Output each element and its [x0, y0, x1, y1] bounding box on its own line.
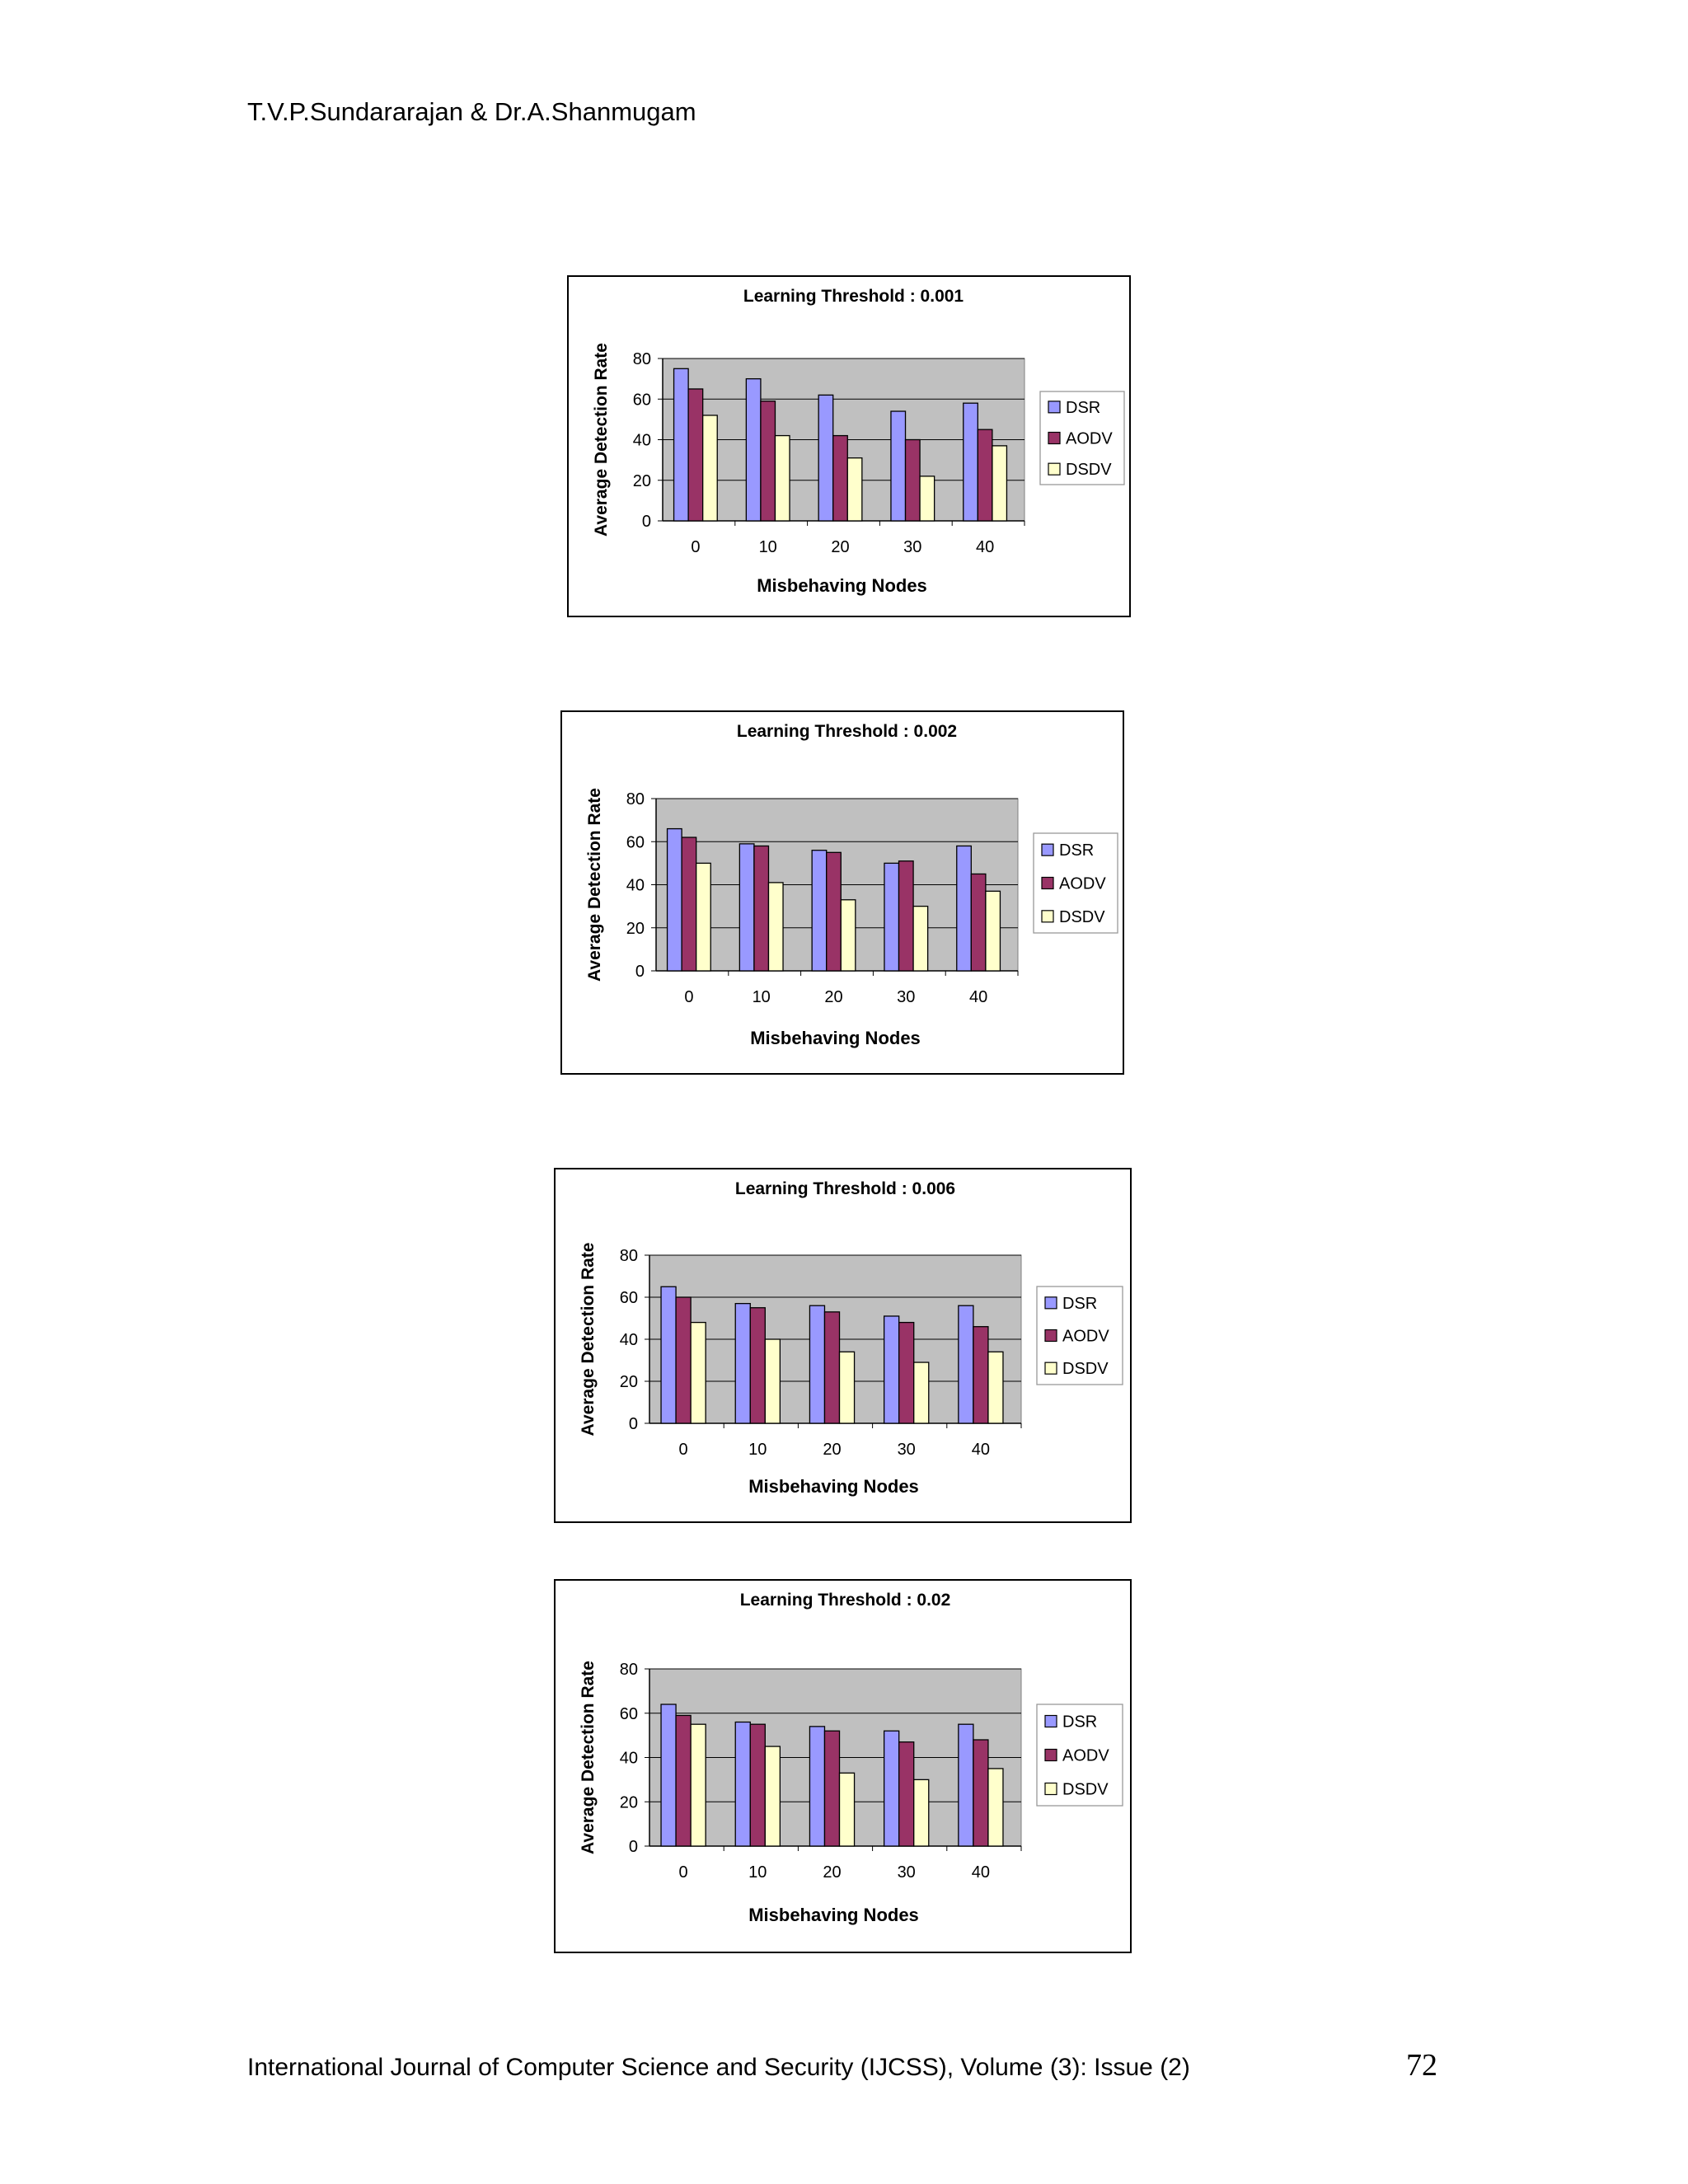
- bar-dsr: [959, 1305, 973, 1423]
- chart-threshold-002: [554, 1579, 1132, 1953]
- chart-title: Learning Threshold : 0.02: [739, 1591, 951, 1610]
- bar-dsr: [959, 1724, 973, 1846]
- bar-dsr: [746, 379, 761, 521]
- legend-swatch-aodv: [1042, 878, 1053, 889]
- bar-aodv: [682, 837, 696, 971]
- y-tick-label: 40: [626, 876, 645, 895]
- bar-aodv: [973, 1327, 988, 1423]
- bar-aodv: [833, 436, 848, 521]
- y-tick-label: 80: [619, 1247, 638, 1265]
- bar-aodv: [676, 1297, 691, 1423]
- bar-dsr: [964, 403, 978, 521]
- legend-label-dsdv: DSDV: [1066, 461, 1112, 480]
- legend-label-aodv: AODV: [1062, 1746, 1109, 1765]
- footer-page-number: 72: [1406, 2048, 1437, 2083]
- bar-dsr: [735, 1722, 750, 1847]
- bar-dsdv: [768, 883, 783, 971]
- legend-label-dsr: DSR: [1059, 841, 1095, 860]
- legend-swatch-aodv: [1045, 1750, 1057, 1761]
- y-tick-label: 40: [619, 1331, 638, 1349]
- bar-dsdv: [775, 436, 790, 521]
- bar-dsr: [661, 1704, 676, 1846]
- legend-swatch-dsdv: [1048, 463, 1060, 475]
- x-tick-label: 0: [684, 988, 694, 1006]
- y-axis-label: Average Detection Rate: [579, 1242, 598, 1436]
- legend-swatch-dsdv: [1045, 1783, 1057, 1795]
- bar-dsdv: [988, 1769, 1003, 1846]
- x-tick-label: 20: [823, 1863, 842, 1882]
- legend-swatch-dsdv: [1045, 1362, 1057, 1374]
- legend-swatch-dsr: [1045, 1716, 1057, 1727]
- x-tick-label: 10: [758, 538, 777, 556]
- bar-dsdv: [696, 863, 711, 971]
- chart-title: Learning Threshold : 0.006: [734, 1179, 956, 1198]
- bar-dsdv: [765, 1339, 780, 1423]
- y-tick-label: 60: [626, 833, 645, 852]
- bar-dsr: [818, 395, 833, 521]
- bar-dsdv: [986, 891, 1001, 971]
- y-tick-label: 0: [628, 1415, 638, 1433]
- x-tick-label: 10: [748, 1863, 767, 1882]
- bar-aodv: [688, 389, 703, 521]
- legend-label-dsr: DSR: [1062, 1713, 1098, 1732]
- y-tick-label: 60: [619, 1704, 638, 1723]
- bar-aodv: [676, 1715, 691, 1846]
- chart-svg: [569, 277, 1129, 616]
- bar-aodv: [978, 429, 992, 521]
- legend-label-dsdv: DSDV: [1062, 1780, 1109, 1799]
- bar-dsr: [809, 1727, 824, 1846]
- y-axis-label: Average Detection Rate: [585, 788, 604, 982]
- bar-aodv: [750, 1724, 765, 1846]
- bar-dsdv: [691, 1323, 706, 1423]
- x-tick-label: 40: [971, 1441, 991, 1459]
- x-tick-label: 30: [897, 988, 916, 1006]
- x-tick-label: 10: [752, 988, 771, 1006]
- bar-aodv: [973, 1740, 988, 1846]
- bar-dsdv: [988, 1352, 1003, 1423]
- bar-dsr: [661, 1286, 676, 1423]
- chart-title: Learning Threshold : 0.001: [743, 287, 964, 306]
- bar-dsr: [668, 829, 682, 971]
- y-axis-label: Average Detection Rate: [592, 343, 611, 537]
- legend-swatch-dsr: [1042, 844, 1053, 855]
- legend-label-dsdv: DSDV: [1059, 907, 1105, 926]
- bar-dsr: [884, 863, 899, 971]
- bar-dsdv: [703, 415, 718, 521]
- legend-swatch-aodv: [1045, 1330, 1057, 1342]
- chart-svg: [562, 712, 1123, 1073]
- y-tick-label: 40: [619, 1749, 638, 1768]
- y-tick-label: 0: [635, 963, 645, 981]
- bar-dsdv: [920, 476, 935, 521]
- chart-title: Learning Threshold : 0.002: [736, 722, 958, 741]
- y-tick-label: 20: [619, 1373, 638, 1391]
- x-tick-label: 20: [823, 1441, 842, 1459]
- y-tick-label: 20: [626, 919, 645, 938]
- running-header-authors: T.V.P.Sundararajan & Dr.A.Shanmugam: [247, 97, 696, 126]
- legend-swatch-aodv: [1048, 433, 1060, 444]
- bar-dsr: [884, 1731, 899, 1846]
- bar-aodv: [899, 1742, 914, 1846]
- bar-dsr: [735, 1304, 750, 1423]
- bar-dsr: [957, 846, 972, 971]
- y-tick-label: 0: [641, 513, 651, 531]
- legend-label-aodv: AODV: [1059, 874, 1106, 893]
- y-tick-label: 20: [632, 471, 651, 490]
- y-tick-label: 80: [632, 350, 651, 368]
- bar-dsr: [891, 411, 906, 521]
- legend-swatch-dsr: [1048, 401, 1060, 413]
- chart-svg: [556, 1169, 1130, 1521]
- y-tick-label: 80: [619, 1661, 638, 1679]
- x-tick-label: 40: [968, 988, 988, 1006]
- bar-aodv: [761, 401, 776, 521]
- bar-aodv: [899, 861, 914, 971]
- footer-journal-citation: International Journal of Computer Science and Security (IJCSS), Volume (3): Issue (2): [247, 2054, 1190, 2081]
- x-tick-label: 20: [831, 538, 850, 556]
- bar-dsdv: [840, 1352, 855, 1423]
- bar-dsdv: [841, 900, 856, 971]
- bar-dsdv: [840, 1773, 855, 1846]
- chart-threshold-0001: [567, 275, 1131, 617]
- bar-dsdv: [691, 1724, 706, 1846]
- chart-threshold-0002: [560, 710, 1124, 1075]
- y-tick-label: 80: [626, 790, 645, 808]
- chart-threshold-0006: [554, 1168, 1132, 1523]
- y-tick-label: 60: [619, 1289, 638, 1307]
- x-axis-label: Misbehaving Nodes: [748, 1476, 919, 1497]
- legend-label-dsr: DSR: [1062, 1294, 1098, 1313]
- y-tick-label: 0: [628, 1838, 638, 1856]
- legend-swatch-dsdv: [1042, 911, 1053, 922]
- bar-aodv: [971, 874, 986, 971]
- bar-aodv: [899, 1323, 914, 1423]
- legend-label-aodv: AODV: [1066, 429, 1113, 448]
- x-tick-label: 30: [903, 538, 922, 556]
- bar-dsr: [809, 1305, 824, 1423]
- bar-dsr: [812, 851, 827, 971]
- bar-aodv: [750, 1308, 765, 1423]
- bar-aodv: [906, 440, 921, 522]
- y-tick-label: 40: [632, 431, 651, 450]
- x-tick-label: 0: [678, 1441, 688, 1459]
- x-axis-label: Misbehaving Nodes: [757, 575, 927, 596]
- y-tick-label: 60: [632, 391, 651, 410]
- bar-aodv: [824, 1312, 839, 1423]
- x-tick-label: 40: [971, 1863, 991, 1882]
- bar-dsr: [884, 1316, 899, 1423]
- x-tick-label: 20: [824, 988, 843, 1006]
- bar-dsr: [674, 368, 689, 521]
- x-tick-label: 10: [748, 1441, 767, 1459]
- bar-dsdv: [913, 907, 928, 971]
- x-tick-label: 30: [897, 1863, 916, 1882]
- legend-label-aodv: AODV: [1062, 1327, 1109, 1346]
- x-axis-label: Misbehaving Nodes: [750, 1028, 921, 1048]
- chart-svg: [556, 1581, 1130, 1952]
- bar-dsdv: [914, 1362, 929, 1423]
- bar-dsr: [739, 844, 754, 971]
- legend-label-dsr: DSR: [1066, 398, 1101, 417]
- x-tick-label: 30: [897, 1441, 916, 1459]
- bar-aodv: [827, 852, 842, 971]
- bar-dsdv: [765, 1746, 780, 1846]
- x-axis-label: Misbehaving Nodes: [748, 1905, 919, 1925]
- legend-swatch-dsr: [1045, 1297, 1057, 1309]
- y-tick-label: 20: [619, 1793, 638, 1812]
- y-axis-label: Average Detection Rate: [579, 1661, 598, 1854]
- bar-aodv: [754, 846, 769, 971]
- bar-dsdv: [847, 458, 862, 521]
- bar-aodv: [824, 1731, 839, 1846]
- legend-label-dsdv: DSDV: [1062, 1360, 1109, 1379]
- bar-dsdv: [992, 446, 1007, 521]
- bar-dsdv: [914, 1779, 929, 1846]
- x-tick-label: 40: [975, 538, 995, 556]
- x-tick-label: 0: [691, 538, 701, 556]
- x-tick-label: 0: [678, 1863, 688, 1882]
